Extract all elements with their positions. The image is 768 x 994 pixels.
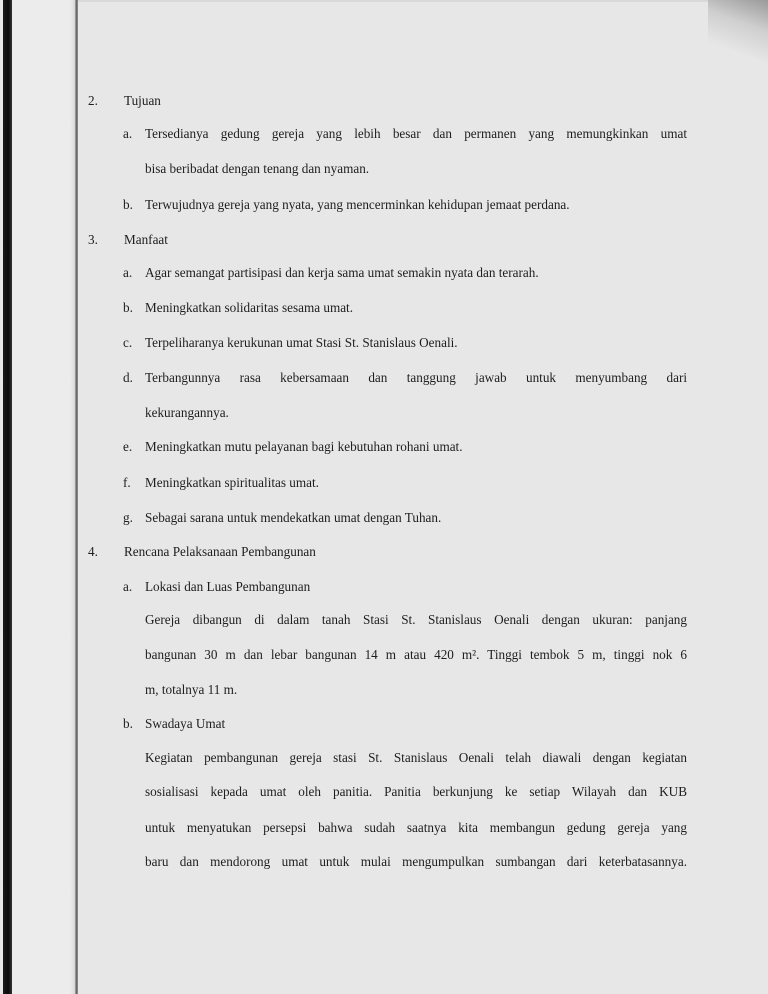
- section-title: Tujuan: [124, 93, 161, 108]
- item-text: Meningkatkan spiritualitas umat.: [145, 475, 319, 490]
- binding-line: [75, 0, 78, 994]
- page-top-edge: [78, 0, 768, 2]
- item-text-continued: kekurangannya.: [145, 405, 229, 420]
- item-letter: f.: [123, 475, 131, 490]
- paragraph-line: bangunan 30 m dan lebar bangunan 14 m atau 420 m². Tinggi tembok 5 m, tinggi nok 6: [145, 647, 687, 662]
- item-text: Terwujudnya gereja yang nyata, yang mencerminkan kehidupan jemaat perdana.: [145, 197, 570, 212]
- item-letter: b.: [123, 197, 133, 212]
- page-corner-shadow: [708, 0, 768, 70]
- paragraph-line: untuk menyatukan persepsi bahwa sudah saatnya kita membangun gedung gereja yang: [145, 820, 687, 835]
- item-letter: a.: [123, 265, 133, 280]
- item-text: Meningkatkan solidaritas sesama umat.: [145, 300, 354, 315]
- item-letter: a.: [123, 126, 133, 141]
- item-letter: e.: [123, 439, 133, 454]
- paragraph-line: baru dan mendorong umat untuk mulai mengumpulkan sumbangan dari keterbatasannya.: [145, 854, 687, 869]
- item-text: Sebagai sarana untuk mendekatkan umat dengan Tuhan.: [145, 510, 442, 525]
- item-text: Terpeliharanya kerukunan umat Stasi St. Stanislaus Oenali.: [145, 335, 458, 350]
- section-title: Rencana Pelaksanaan Pembangunan: [124, 544, 316, 559]
- section-number: 3.: [88, 232, 98, 247]
- item-text: Agar semangat partisipasi dan kerja sama umat semakin nyata dan terarah.: [145, 265, 539, 280]
- section-number: 2.: [88, 93, 98, 108]
- item-text-continued: bisa beribadat dengan tenang dan nyaman.: [145, 161, 370, 176]
- section-title: Manfaat: [124, 232, 168, 247]
- item-letter: c.: [123, 335, 133, 350]
- item-letter: d.: [123, 370, 133, 385]
- paragraph-line: Kegiatan pembangunan gereja stasi St. Stanislaus Oenali telah diawali dengan kegiatan: [145, 750, 687, 765]
- subsection-heading: Lokasi dan Luas Pembangunan: [145, 579, 311, 594]
- item-text: Terbangunnya rasa kebersamaan dan tanggung jawab untuk menyumbang dari: [145, 370, 687, 385]
- paragraph-line: Gereja dibangun di dalam tanah Stasi St. Stanislaus Oenali dengan ukuran: panjang: [145, 612, 687, 627]
- paragraph-line: sosialisasi kepada umat oleh panitia. Panitia berkunjung ke setiap Wilayah dan KUB: [145, 784, 687, 799]
- scan-margin-strip: [12, 0, 74, 994]
- item-letter: b.: [123, 716, 133, 731]
- scan-edge-dark: [3, 0, 12, 994]
- section-number: 4.: [88, 544, 98, 559]
- item-text: Tersedianya gedung gereja yang lebih besar dan permanen yang memungkinkan umat: [145, 126, 687, 141]
- item-letter: b.: [123, 300, 133, 315]
- subsection-heading: Swadaya Umat: [145, 716, 226, 731]
- item-text: Meningkatkan mutu pelayanan bagi kebutuhan rohani umat.: [145, 439, 463, 454]
- item-letter: g.: [123, 510, 133, 525]
- item-letter: a.: [123, 579, 133, 594]
- paragraph-line: m, totalnya 11 m.: [145, 682, 238, 697]
